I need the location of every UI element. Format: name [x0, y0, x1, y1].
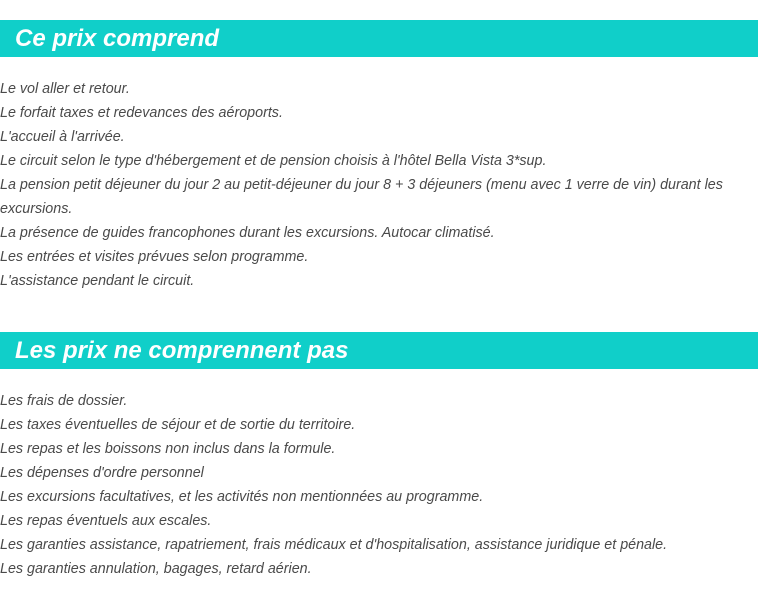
- list-item: La pension petit déjeuner du jour 2 au petit-déjeuner du jour 8 + 3 déjeuners (menu avec 1 verre de vin) durant les excursions.: [0, 176, 723, 217]
- list-item: La présence de guides francophones durant les excursions. Autocar climatisé.: [0, 224, 495, 241]
- list-item: Les taxes éventuelles de séjour et de sortie du territoire.: [0, 416, 356, 433]
- section-price-excludes: [0, 332, 758, 581]
- list-item: Le circuit selon le type d'hébergement et de pension choisis à l'hôtel Bella Vista 3*sup.: [0, 152, 547, 169]
- list-item: Les entrées et visites prévues selon programme.: [0, 248, 309, 265]
- list-item: L'assistance pendant le circuit.: [0, 272, 195, 289]
- list-item: Les dépenses d'ordre personnel: [0, 464, 204, 481]
- list-item: Les repas et les boissons non inclus dans la formule.: [0, 440, 336, 457]
- section-title-includes: Ce prix comprend: [0, 20, 758, 57]
- list-item: L'accueil à l'arrivée.: [0, 128, 125, 145]
- section-price-includes: [0, 20, 758, 293]
- list-item: Les excursions facultatives, et les activités non mentionnées au programme.: [0, 488, 484, 505]
- list-item: Les garanties annulation, bagages, retard aérien.: [0, 560, 312, 577]
- section-title-excludes: Les prix ne comprennent pas: [0, 332, 758, 369]
- list-item: Les garanties assistance, rapatriement, frais médicaux et d'hospitalisation, assistance juridique et pénale.: [0, 536, 668, 553]
- list-item: Le vol aller et retour.: [0, 80, 130, 97]
- excludes-list: [0, 389, 758, 581]
- list-item: Les repas éventuels aux escales.: [0, 512, 212, 529]
- includes-list: [0, 77, 758, 293]
- list-item: Le forfait taxes et redevances des aéroports.: [0, 104, 283, 121]
- list-item: Les frais de dossier.: [0, 392, 128, 409]
